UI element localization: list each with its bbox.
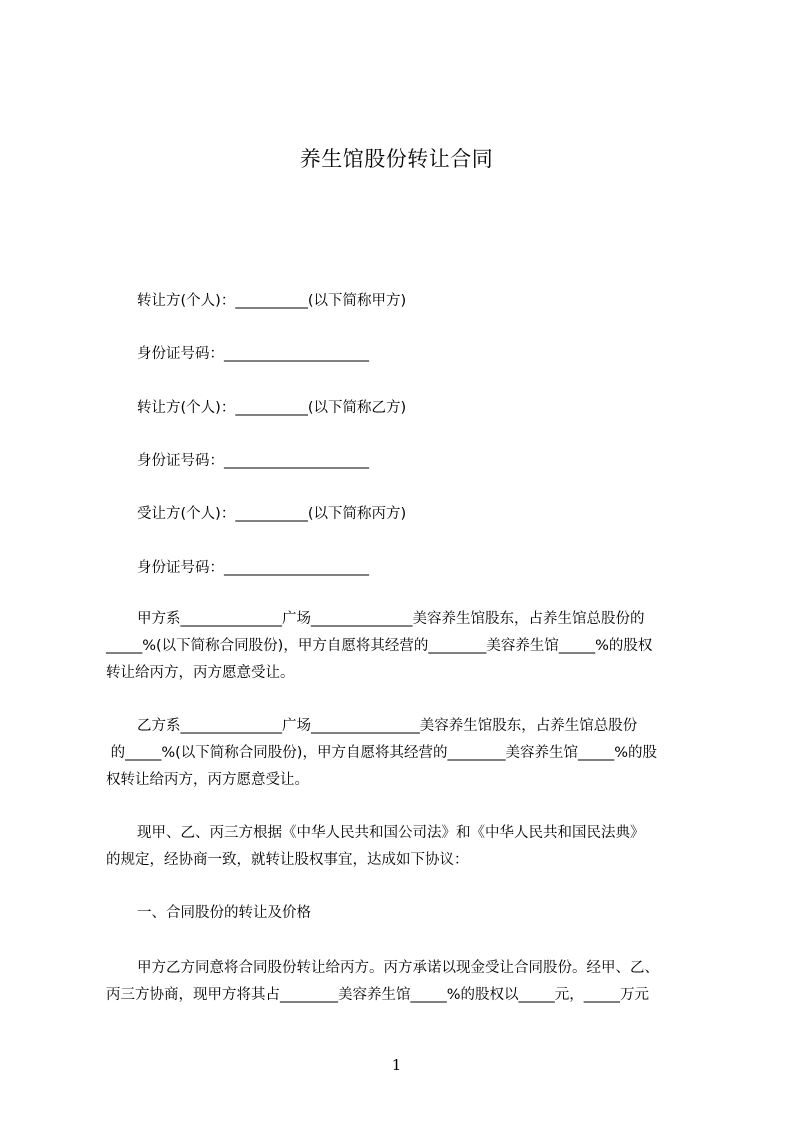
paragraph-line: 乙方系______________广场_______________美容养生馆股东，占养生馆总股份 [137,718,638,734]
paragraph-line: 甲方系______________广场______________美容养生馆股东，占养生馆总股份的 [137,611,645,627]
transferor-a-line: 转让方(个人)：__________(以下简称甲方) [137,293,407,309]
paragraph-line: 的_____%(以下简称合同股份)，甲方自愿将其经营的________美容养生馆_____%的股 [106,745,657,761]
paragraph-line: 转让给丙方，丙方愿意受让。 [106,665,295,681]
paragraph-party-a-shares [106,606,706,687]
document-title: 养生馆股份转让合同 [299,147,494,171]
paragraph-line: 的规定，经协商一致，就转让股权事宜，达成如下协议： [106,852,469,868]
paragraph-legal-basis [106,820,706,874]
transferee-c-id-line: 身份证号码：____________________ [137,560,369,576]
paragraph-line: 甲方乙方同意将合同股份转让给丙方。丙方承诺以现金受让合同股份。经甲、乙、 [137,960,659,976]
transferor-a-id-line: 身份证号码：____________________ [137,346,369,362]
paragraph-line: 现甲、乙、丙三方根据《中华人民共和国公司法》和《中华人民共和国民法典》 [137,825,645,841]
transferor-b-id-line: 身份证号码：____________________ [137,453,369,469]
paragraph-party-b-shares [106,713,706,794]
section-heading-1: 一、合同股份的转让及价格 [137,905,311,921]
paragraph-transfer-price [106,955,706,1009]
transferee-c-line: 受让方(个人)：__________(以下简称丙方) [137,506,407,522]
paragraph-line: 权转让给丙方，丙方愿意受让。 [106,772,309,788]
paragraph-line: 丙三方协商，现甲方将其占________美容养生馆_____%的股权以_____元，_____万元 [106,987,650,1003]
paragraph-line: _____%(以下简称合同股份)，甲方自愿将其经营的________美容养生馆_____%的股权 [106,638,653,654]
page-number: 1 [391,1056,402,1074]
transferor-b-line: 转让方(个人)：__________(以下简称乙方) [137,400,407,416]
